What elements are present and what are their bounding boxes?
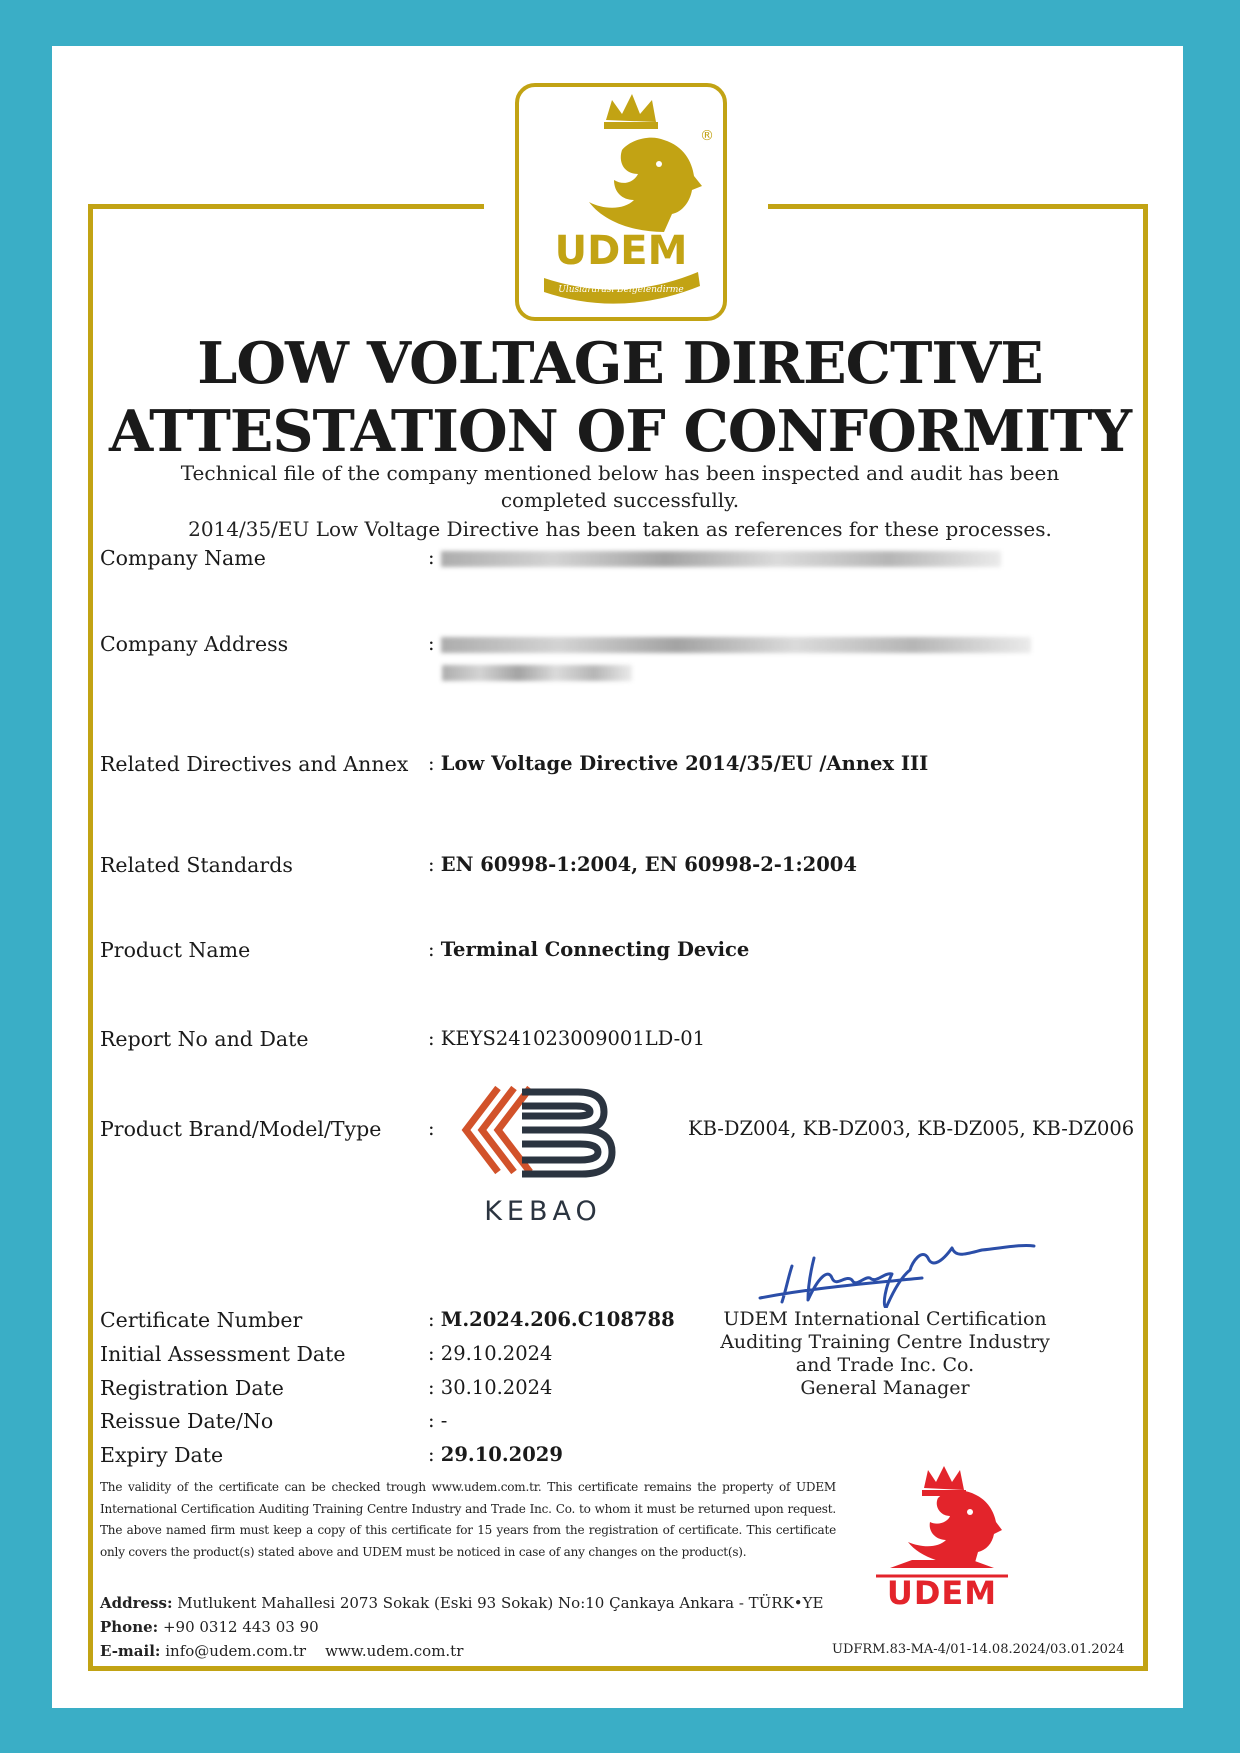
- report-label: Report No and Date: [100, 1027, 309, 1051]
- reissue-label: Reissue Date/No: [100, 1409, 274, 1433]
- signatory-line-3: and Trade Inc. Co.: [795, 1354, 975, 1376]
- title-line-2: ATTESTATION OF CONFORMITY: [108, 398, 1132, 465]
- footer-email: E-mail: info@udem.com.tr www.udem.com.tr: [100, 1642, 464, 1660]
- footer-phone: Phone: +90 0312 443 03 90: [100, 1618, 319, 1636]
- svg-text:KEBAO: KEBAO: [484, 1196, 602, 1227]
- brand-colon: :: [428, 1117, 435, 1140]
- intro-paragraph: Technical file of the company mentioned below has been inspected and audit has been completed successfully.: [180, 461, 1060, 512]
- udem-logo-top: [514, 82, 728, 322]
- company-address-label: Company Address: [100, 632, 289, 656]
- signatory-line-2: Auditing Training Centre Industry: [720, 1331, 1050, 1353]
- directives-value: : Low Voltage Directive 2014/35/EU /Annex III: [428, 752, 929, 775]
- standards-value: : EN 60998-1:2004, EN 60998-2-1:2004: [428, 853, 857, 876]
- redacted-address-line-1: [441, 637, 1031, 653]
- brand-label: Product Brand/Model/Type: [100, 1117, 382, 1141]
- kebao-brand-logo: [458, 1080, 628, 1230]
- reissue-value: : -: [428, 1409, 448, 1432]
- svg-text:UDEM: UDEM: [554, 228, 688, 274]
- cert-number-label: Certificate Number: [100, 1308, 303, 1332]
- company-address-value: :: [428, 632, 1031, 655]
- expiry-label: Expiry Date: [100, 1443, 224, 1467]
- intro-reference: 2014/35/EU Low Voltage Directive has been taken as references for these processes.: [188, 517, 1052, 541]
- cert-number-value: : M.2024.206.C108788: [428, 1308, 675, 1331]
- redacted-address-line-2: [442, 665, 632, 681]
- footer-address: Address: Mutlukent Mahallesi 2073 Sokak (Eski 93 Sokak) No:10 Çankaya Ankara - TÜRK•YE: [100, 1594, 824, 1612]
- svg-text:®: ®: [700, 128, 714, 144]
- signatory-title: General Manager: [800, 1377, 970, 1399]
- redacted-company-name: [441, 551, 1001, 567]
- company-name-label: Company Name: [100, 546, 266, 570]
- registration-date-label: Registration Date: [100, 1376, 284, 1400]
- title-line-1: LOW VOLTAGE DIRECTIVE: [197, 330, 1043, 397]
- validity-notice: The validity of the certificate can be checked trough www.udem.com.tr. This certificate remains the property of UDEM International Certification Auditing Training Centre Industry and Trade Inc. Co. to whom it must be returned upon request. The above named firm must keep a copy of this certificate for 15 years from the registration of certificate. This certificate only covers the product(s) stated above and UDEM must be noticed in case of any changes on the product(s).: [100, 1480, 836, 1559]
- signatory-line-1: UDEM International Certification: [723, 1308, 1047, 1330]
- website-link[interactable]: www.udem.com.tr: [325, 1642, 464, 1660]
- svg-text:Uluslararası Belgelendirme: Uluslararası Belgelendirme: [558, 285, 684, 295]
- email-link[interactable]: info@udem.com.tr: [165, 1642, 307, 1660]
- product-name-label: Product Name: [100, 938, 251, 962]
- standards-label: Related Standards: [100, 853, 293, 877]
- signature: [752, 1218, 1042, 1308]
- lion-head-icon: [908, 1491, 1002, 1566]
- udem-logo-bottom: [862, 1462, 1022, 1608]
- expiry-value: : 29.10.2029: [428, 1443, 563, 1466]
- svg-text:UDEM: UDEM: [886, 1574, 998, 1608]
- form-code: UDFRM.83-MA-4/01-14.08.2024/03.01.2024: [832, 1642, 1125, 1657]
- crown-icon: [924, 1466, 964, 1490]
- initial-date-value: : 29.10.2024: [428, 1342, 553, 1365]
- initial-date-label: Initial Assessment Date: [100, 1342, 346, 1366]
- directives-label: Related Directives and Annex: [100, 752, 409, 776]
- models-value: KB-DZ004, KB-DZ003, KB-DZ005, KB-DZ006: [688, 1117, 1135, 1140]
- company-name-value: :: [428, 546, 1001, 569]
- report-value: : KEYS241023009001LD-01: [428, 1027, 706, 1050]
- signatory-block: [720, 1308, 1050, 1400]
- registration-date-value: : 30.10.2024: [428, 1376, 553, 1399]
- product-name-value: : Terminal Connecting Device: [428, 938, 750, 961]
